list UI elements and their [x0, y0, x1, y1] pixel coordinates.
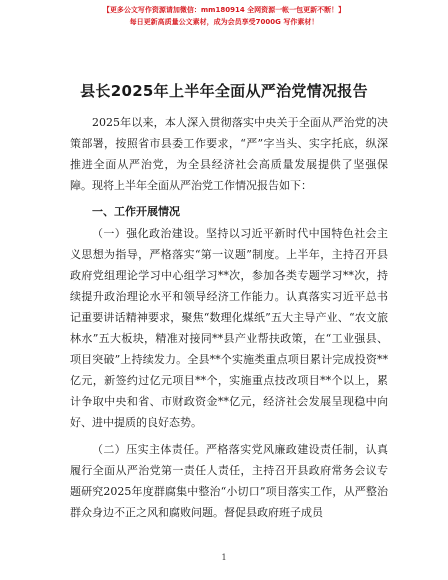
document-body: [70, 112, 388, 523]
paragraph-main-responsibility: （二）压实主体责任。严格落实党风廉政建设责任制，认真履行全面从严治党第一责任人责任，主持召开县政府常务会议专题研究2025年度群腐集中整治“小切口”项目落实工作，从严整治群众身边不正之风和腐败问题。督促县政府班子成员: [70, 443, 388, 519]
promo-banner: [0, 4, 448, 28]
page-number: 1: [221, 553, 227, 562]
promo-banner-line-2: 每日更新高质量公文素材，成为会员享受7000G 写作素材！: [129, 18, 319, 26]
document-title: 县长2025年上半年全面从严治党情况报告: [80, 82, 368, 100]
paragraph-political-building: （一）强化政治建设。坚持以习近平新时代中国特色社会主义思想为指导，严格落实“第一议题”制度。上半年，主持召开县政府党组理论学习中心组学习**次，参加各类专题学习**次，持续提升政治理论水平和领导经济工作能力。认真落实习近平总书记重要讲话精神要求，聚焦“数理化煤纸”五大主导产业、“农文旅林水”五大板块，精准对接同**县产业帮扶政策，在“工业强县、项目突破”上持续发力。全县**个实施类重点项目累计完成投资**亿元，新签约过亿元项目**个，实施重点技改项目**个以上，累计争取中央和省、市财政资金**亿元，经济社会发展呈现稳中向好、进中提质的良好态势。: [70, 227, 388, 429]
section-heading: 一、工作开展情况: [92, 205, 180, 218]
intro-paragraph: 2025年以来，本人深入贯彻落实中央关于全面从严治党的决策部署，按照省市县委工作要求，“严”字当头、实字托底，纵深推进全面从严治党，为全县经济社会高质量发展提供了坚强保障。现将上半年全面从严治党工作情况报告如下：: [70, 116, 388, 192]
promo-banner-line-1: 【更多公文写作资源请加微信：mm180914 全网资源一帐一包更新不断！】: [102, 6, 346, 14]
